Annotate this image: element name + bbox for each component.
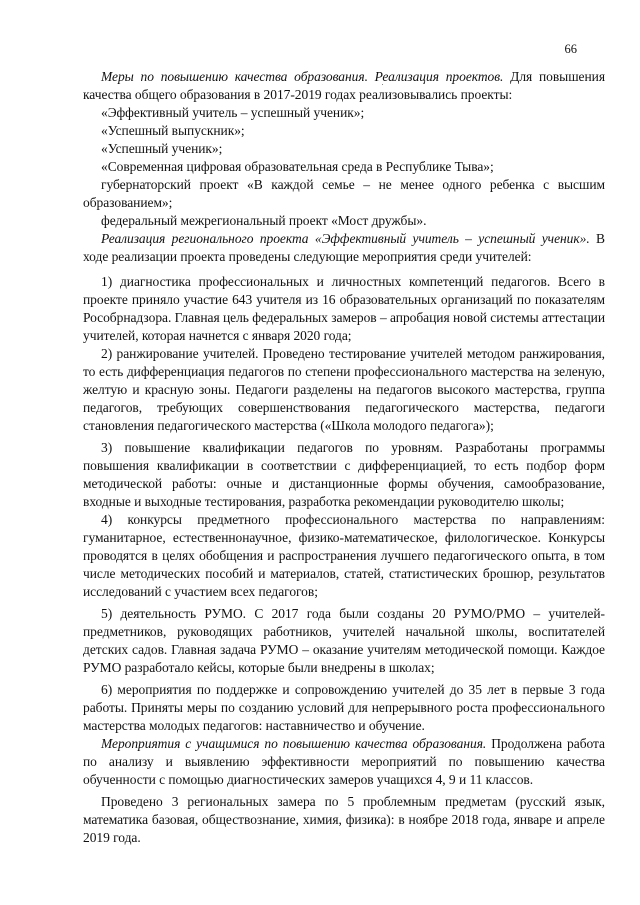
paragraph-text: В ходе реализации проекта проведены следующие мероприятия среди учителей: — [83, 231, 605, 264]
page-body — [83, 68, 605, 847]
project-item: «Успешный выпускник»; — [101, 123, 245, 138]
page-number: 66 — [564, 42, 577, 56]
paragraph-students — [83, 735, 605, 789]
project-item: «Успешный ученик»; — [101, 141, 223, 156]
section-heading: Реализация регионального проекта «Эффективный учитель – успешный ученик». — [101, 231, 590, 246]
paragraph-projects-intro — [83, 68, 605, 104]
project-item: федеральный межрегиональный проект «Мост дружбы». — [101, 213, 427, 228]
paragraph-regional-project — [83, 230, 605, 266]
list-item: 3) повышение квалификации педагогов по уровням. Разработаны программы повышения квалификации в соответствии с дифференциацией, то есть подбор форм методической работы: очные и дистанционные формы обучения, самообразование, входные и выходные тестирования, разработка рекомендации руководителю школы; — [83, 440, 605, 509]
project-item: «Современная цифровая образовательная среда в Республике Тыва»; — [101, 159, 494, 174]
list-item: 5) деятельность РУМО. С 2017 года были созданы 20 РУМО/РМО – учителей-предметников, руководящих работников, учителей начальной школы, воспитателей детских садов. Главная задача РУМО – оказание учителям методической помощи. Каждое РУМО разработало кейсы, которые были внедрены в школах; — [83, 606, 605, 675]
list-item: 4) конкурсы предметного профессионального мастерства по направлениям: гуманитарное, естественнонаучное, физико-математическое, филологическое. Конкурсы проводятся в целях обобщения и распространения лучшего педагогического опыта, в том числе методических пособий и материалов, статей, статистических брошюр, результатов исследований с участием всех педагогов; — [83, 512, 605, 599]
project-item: «Эффективный учитель – успешный ученик»; — [101, 105, 365, 120]
paragraph-closing: Проведено 3 региональных замера по 5 проблемным предметам (русский язык, математика базовая, обществознание, химия, физика): в ноябре 2018 года, январе и апреле 2019 года. — [83, 794, 605, 845]
list-item: 1) диагностика профессиональных и личностных компетенций педагогов. Всего в проекте приняло участие 643 учителя из 16 образовательных организаций по показателям Рособрнадзора. Главная цель федеральных замеров – апробация новой системы аттестации учителей, которая начнется с января 2020 года; — [83, 274, 605, 343]
list-item: 6) мероприятия по поддержке и сопровождению учителей до 35 лет в первые 3 года работы. Приняты меры по созданию условий для непрерывного роста профессионального мастерства молодых педагогов: наставничество и обучение. — [83, 682, 605, 733]
list-item: 2) ранжирование учителей. Проведено тестирование учителей методом ранжирования, то есть дифференциация педагогов по степени профессионального мастерства на зеленую, желтую и красную зоны. Педагоги разделены на педагогов высокого мастерства, группа педагогов, требующих совершенствования педагогического мастерства, педагоги становления педагогического мастерства («Школа молодого педагога»); — [83, 346, 605, 433]
project-item: губернаторский проект «В каждой семье – не менее одного ребенка с высшим образованием»; — [83, 177, 605, 210]
paragraph-text: Продолжена работа по анализу и выявлению эффективности мероприятий по повышению качества обученности с помощью диагностических замеров учащихся 4, 9 и 11 классов. — [83, 736, 605, 787]
section-heading: Мероприятия с учащимися по повышению качества образования. — [101, 736, 487, 751]
paragraph-text: Для повышения качества общего образования в 2017-2019 годах реализовывались проекты: — [83, 69, 605, 102]
section-heading: Меры по повышению качества образования. Реализация проектов. — [101, 69, 504, 84]
